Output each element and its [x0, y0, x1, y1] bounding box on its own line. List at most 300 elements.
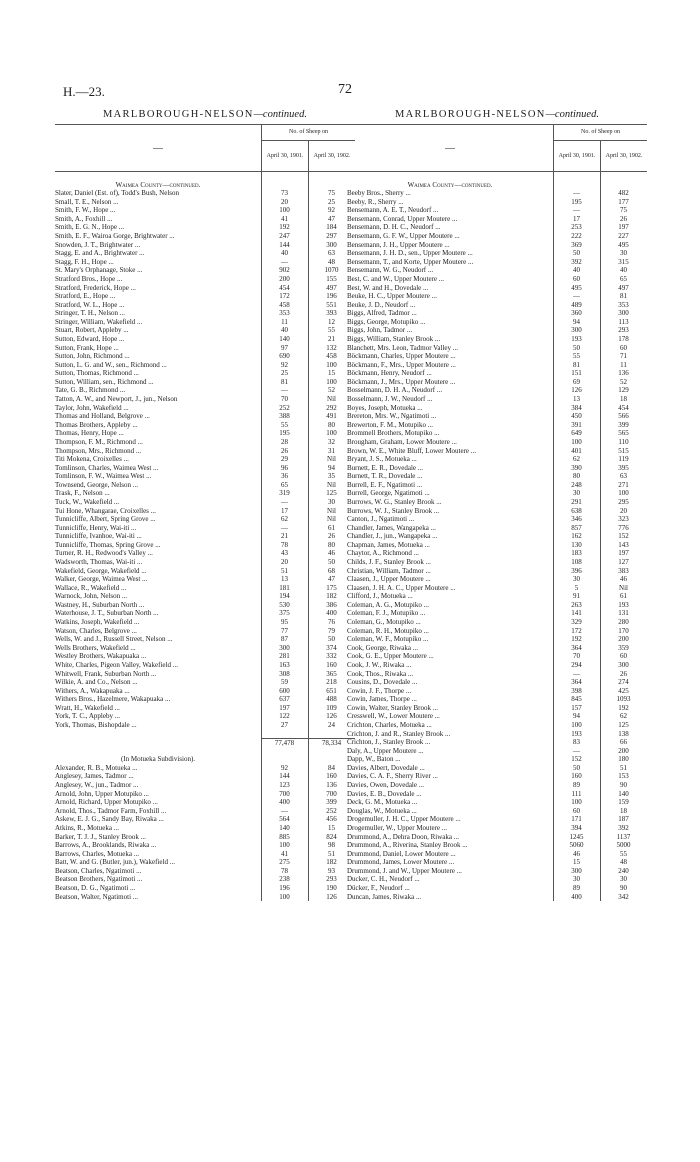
- sheep-1902: 55: [620, 849, 627, 858]
- owner-name: Walker, George, Waimea West ...: [55, 575, 148, 584]
- sheep-1901: 50: [573, 343, 580, 352]
- owner-name: Wratt, H., Wakefield ...: [55, 703, 120, 712]
- sheep-1902: 399: [618, 420, 629, 429]
- sheep-1902: 15: [328, 369, 335, 378]
- sheep-1901: 122: [279, 712, 290, 721]
- table-row: [347, 893, 647, 902]
- year-1901-header: April 30, 1901.: [262, 141, 309, 171]
- sheep-1902: 50: [328, 635, 335, 644]
- owner-name: Whitwell, Frank, Suburban North ...: [55, 669, 157, 678]
- sheep-1901: 126: [571, 386, 582, 395]
- sheep-1901: 15: [573, 858, 580, 867]
- owner-name: Brougham, Graham, Lower Moutere ...: [347, 437, 457, 446]
- owner-name: Douglas, W., Motueka ...: [347, 806, 417, 815]
- owner-name: Tunnicliffe, Henry, Wai-iti ...: [55, 523, 137, 532]
- table-header: [55, 124, 355, 172]
- sheep-1901: 69: [573, 377, 580, 386]
- sheep-1901: 195: [279, 429, 290, 438]
- sheep-1902: 93: [328, 866, 335, 875]
- sheep-1901: 40: [281, 326, 288, 335]
- sheep-1902: 131: [618, 609, 629, 618]
- table-row: [55, 575, 355, 584]
- sheep-1901: —: [281, 523, 288, 532]
- table-row: [347, 249, 647, 258]
- owner-name: Cook, George, Riwaka ...: [347, 643, 419, 652]
- sheep-1901: 25: [281, 369, 288, 378]
- table-row: [347, 661, 647, 670]
- sheep-1902: 50: [328, 558, 335, 567]
- blank-row: [55, 747, 355, 756]
- sheep-count-header: No. of Sheep on: [262, 125, 355, 141]
- table-row: [347, 455, 647, 464]
- table-row: [55, 369, 355, 378]
- sheep-1901: 92: [281, 360, 288, 369]
- sheep-1901: 81: [573, 360, 580, 369]
- sheep-1901: 13: [281, 575, 288, 584]
- sheep-1901: 28: [281, 437, 288, 446]
- owner-name: Waterhouse, J. T., Suburban North ...: [55, 609, 159, 618]
- owner-name: Biggs, William, Stanley Brook ...: [347, 334, 441, 343]
- owner-name: Smith, E. F., Wairoa Gorge, Brightwater ...: [55, 232, 175, 241]
- sheep-1902: 196: [326, 292, 337, 301]
- table-row: [347, 575, 647, 584]
- owner-name: Thompson, Mrs., Richmond ...: [55, 446, 142, 455]
- sheep-1902: 776: [618, 523, 629, 532]
- sheep-1901: 50: [573, 763, 580, 772]
- owner-name: Crichton, Charles, Motueka ...: [347, 721, 432, 729]
- row-list: [55, 172, 355, 901]
- sheep-1902: 136: [618, 369, 629, 378]
- sheep-1901: 638: [571, 506, 582, 515]
- table-row: [55, 601, 355, 610]
- table-row: [347, 335, 647, 344]
- owner-name: Wadsworth, Thomas, Wai-iti ...: [55, 558, 143, 567]
- sheep-1901: 388: [279, 412, 290, 421]
- sheep-1902: 47: [328, 214, 335, 223]
- sheep-1902: 75: [328, 189, 335, 198]
- owner-name: Bensemann, J. H. D., sen., Upper Moutere ...: [347, 249, 473, 258]
- owner-name: Waimea County—continued.: [407, 180, 493, 189]
- owner-name: Bensemann, D. H. C., Neudorf ...: [347, 223, 441, 232]
- sheep-1902: 315: [618, 257, 629, 266]
- owner-name: Alexander, R. B., Motueka ...: [55, 763, 138, 772]
- table-row: [55, 584, 355, 593]
- owner-name: Chandler, James, Wangapeka ...: [347, 523, 436, 532]
- sheep-1901: 62: [573, 455, 580, 464]
- sheep-1901: 183: [571, 549, 582, 558]
- sheep-1901: 196: [279, 883, 290, 892]
- sheep-1902: 81: [620, 292, 627, 301]
- sheep-1901: 94: [573, 712, 580, 721]
- owner-name: Tate, G. B., Richmond ...: [55, 386, 126, 395]
- sheep-1902: 332: [326, 652, 337, 661]
- owner-name: Canton, J., Ngatimoti ...: [347, 515, 415, 524]
- table-header: [347, 124, 647, 172]
- table-row: [347, 284, 647, 293]
- table-row: [55, 592, 355, 601]
- sheep-1902: 61: [328, 523, 335, 532]
- sheep-1901: 400: [571, 892, 582, 901]
- table-row: [347, 781, 647, 790]
- owner-name: Burrell, George, Ngatimoti ...: [347, 489, 430, 498]
- table-row: [347, 412, 647, 421]
- sheep-1902: 482: [618, 189, 629, 198]
- sheep-1902: 109: [326, 703, 337, 712]
- table-row: [55, 652, 355, 661]
- sheep-1902: 136: [326, 781, 337, 790]
- table-row: [347, 352, 647, 361]
- sheep-1902: 26: [620, 214, 627, 223]
- sheep-1902: 240: [618, 866, 629, 875]
- sheep-1902: 456: [326, 815, 337, 824]
- sheep-1901: 649: [571, 429, 582, 438]
- table-row: [347, 472, 647, 481]
- sheep-1902: 68: [328, 566, 335, 575]
- table-row: [347, 464, 647, 473]
- sheep-1901: 13: [573, 395, 580, 404]
- owner-name: Brommell Brothers, Motupiko ...: [347, 429, 440, 438]
- sheep-1901: 89: [573, 883, 580, 892]
- table-row: [347, 549, 647, 558]
- table-row: [347, 541, 647, 550]
- sheep-1901: 200: [279, 274, 290, 283]
- sheep-1902: 30: [620, 249, 627, 258]
- sheep-1902: 458: [326, 352, 337, 361]
- sheep-1902: 454: [618, 403, 629, 412]
- sheep-1901: 29: [281, 455, 288, 464]
- sheep-1901: 43: [281, 549, 288, 558]
- owner-name: Beatson, Walter, Ngatimoti ...: [55, 892, 139, 901]
- sheep-1901: 55: [281, 420, 288, 429]
- blank-row: [347, 172, 647, 181]
- table-row: [55, 429, 355, 438]
- sheep-1901: 294: [571, 660, 582, 669]
- sheep-1902: 159: [618, 798, 629, 807]
- sheep-1901: 94: [573, 317, 580, 326]
- owner-name: Smith, E. G. N., Hope ...: [55, 223, 125, 232]
- owner-name: Sutton, Thomas, Richmond ...: [55, 369, 139, 378]
- sheep-1901: —: [573, 746, 580, 755]
- sheep-1902: 227: [618, 232, 629, 241]
- sheep-1902: 63: [328, 249, 335, 258]
- table-row: [55, 189, 355, 198]
- owner-name: Cowin, J. F., Thorpe ...: [347, 686, 412, 695]
- table-row: [55, 558, 355, 567]
- table-row: [347, 772, 647, 781]
- sheep-1902: 342: [618, 892, 629, 901]
- sheep-1902: 51: [328, 849, 335, 858]
- owner-name: Sutton, John, Richmond ...: [55, 352, 130, 361]
- owner-name: Withers Bros., Hazelmere, Wakapuaka ...: [55, 695, 171, 704]
- sheep-1902: 178: [618, 334, 629, 343]
- owner-name: Wilkie, A. and Co., Nelson ...: [55, 678, 138, 687]
- table-row: [347, 884, 647, 893]
- owner-name: Batt, W. and G. (Butler, jun.), Wakefield ...: [55, 858, 175, 867]
- owner-name: Beeby Bros., Sherry ...: [347, 189, 411, 198]
- sheep-1902: 30: [328, 497, 335, 506]
- sheep-1901: 100: [571, 721, 582, 729]
- owner-name: Bensemann, W. G., Neudorf ...: [347, 266, 434, 275]
- owner-name: St. Mary's Orphanage, Stoke ...: [55, 266, 143, 275]
- table-row: [55, 635, 355, 644]
- sheep-1901: 81: [281, 377, 288, 386]
- sheep-1901: —: [281, 386, 288, 395]
- table-row: [55, 695, 355, 704]
- owner-name: Askew, E. J. G., Sandy Bay, Riwaka ...: [55, 815, 164, 824]
- sheep-1901: 21: [281, 532, 288, 541]
- page-number: 72: [338, 82, 352, 97]
- sheep-1902: 35: [328, 472, 335, 481]
- sheep-1901: 450: [571, 412, 582, 421]
- owner-name: Drogemuller, J. H. C., Upper Moutere ...: [347, 815, 461, 824]
- table-row: [347, 361, 647, 370]
- table-row: [347, 515, 647, 524]
- sheep-1902: 60: [620, 652, 627, 661]
- sheep-1902: 700: [326, 789, 337, 798]
- sheep-1901: 171: [571, 815, 582, 824]
- sheep-1902: 200: [618, 635, 629, 644]
- owner-name: Sutton, L. G. and W., sen., Richmond ...: [55, 360, 167, 369]
- sheep-1901: 392: [571, 257, 582, 266]
- sheep-1901: —: [281, 806, 288, 815]
- sheep-1902: 129: [618, 386, 629, 395]
- table-row: [55, 215, 355, 224]
- sheep-1901: 375: [279, 609, 290, 618]
- table-row: [55, 875, 355, 884]
- table-row: [55, 378, 355, 387]
- table-row: [347, 670, 647, 679]
- table-row: [347, 326, 647, 335]
- table-row: [347, 858, 647, 867]
- sheep-1901: 20: [281, 558, 288, 567]
- sheep-1901: 222: [571, 232, 582, 241]
- sheep-1902: 182: [326, 592, 337, 601]
- sheep-1902: 566: [618, 412, 629, 421]
- table-row: [347, 567, 647, 576]
- table-row: [55, 618, 355, 627]
- sheep-1901: 30: [573, 575, 580, 584]
- sheep-1901: —: [573, 189, 580, 198]
- table-row: [347, 695, 647, 704]
- sheep-1901: 20: [281, 197, 288, 206]
- sheep-1901: 263: [571, 600, 582, 609]
- owner-name: Barrows, Charles, Motueka ...: [55, 849, 139, 858]
- owner-name: Taylor, John, Wakefield ...: [55, 403, 129, 412]
- sheep-1902: 48: [620, 858, 627, 867]
- owner-name: Brereton, Mrs. W., Ngatimoti ...: [347, 412, 437, 421]
- sheep-1902: 297: [326, 232, 337, 241]
- owner-name: Beuke, J. D., Neudorf ...: [347, 300, 416, 309]
- sheep-1901: 195: [571, 197, 582, 206]
- sheep-1902: 100: [326, 360, 337, 369]
- sheep-1902: 365: [326, 669, 337, 678]
- owner-name: Brown, W. E., White Bluff, Lower Moutere ...: [347, 446, 477, 455]
- table-row: [55, 867, 355, 876]
- owner-name: Drummond, A., Riverina, Stanley Brook ...: [347, 841, 468, 850]
- sheep-1902: 126: [326, 712, 337, 721]
- table-row: [347, 755, 647, 764]
- owner-name: Bensemann, Conrad, Upper Moutere ...: [347, 214, 458, 223]
- sheep-1902: 374: [326, 643, 337, 652]
- sheep-1901: 162: [571, 532, 582, 541]
- owner-name: Smith, A., Foxhill ...: [55, 214, 113, 223]
- sheep-1902: 399: [326, 798, 337, 807]
- table-row: [55, 704, 355, 713]
- sheep-1901: 51: [281, 566, 288, 575]
- sheep-1901: 100: [571, 798, 582, 807]
- table-row: [347, 833, 647, 842]
- sheep-1901: 495: [571, 283, 582, 292]
- owner-name: Snowden, J. T., Brightwater ...: [55, 240, 141, 249]
- sheep-1902: 63: [620, 472, 627, 481]
- sheep-1901: 564: [279, 815, 290, 824]
- table-row: [347, 618, 647, 627]
- sheep-1902: 140: [618, 789, 629, 798]
- sheep-1901: 319: [279, 489, 290, 498]
- sheep-1902: Nil: [327, 395, 336, 404]
- sheep-1901: 247: [279, 232, 290, 241]
- sheep-1901: 163: [279, 660, 290, 669]
- table-row: [55, 464, 355, 473]
- table-row: [347, 790, 647, 799]
- sheep-1902: 190: [326, 883, 337, 892]
- table-row: [55, 284, 355, 293]
- owner-name: Daly, A., Upper Moutere ...: [347, 746, 424, 755]
- table-row: [347, 378, 647, 387]
- sheep-1901: 55: [573, 352, 580, 361]
- sheep-1901: 192: [279, 223, 290, 232]
- sheep-1901: 73: [281, 189, 288, 198]
- owner-name: Wakefield, George, Wakefield ...: [55, 566, 147, 575]
- owner-name: Davies, Owen, Dovedale ...: [347, 781, 424, 790]
- owner-name: Beatson, Charles, Ngatimoti ...: [55, 866, 142, 875]
- sheep-1901: 181: [279, 583, 290, 592]
- sheep-1901: 141: [571, 609, 582, 618]
- owner-name: Stagg, F. H., Hope ...: [55, 257, 114, 266]
- sheep-1901: 80: [573, 472, 580, 481]
- left-column: [55, 106, 355, 901]
- sheep-1901: 152: [571, 755, 582, 764]
- table-row: [55, 275, 355, 284]
- sheep-1902: 48: [328, 257, 335, 266]
- owner-name: Best, W. and H., Dovedale ...: [347, 283, 429, 292]
- table-row: [55, 361, 355, 370]
- sheep-1901: 700: [279, 789, 290, 798]
- sheep-1902: 393: [326, 309, 337, 318]
- sheep-1902: 55: [328, 326, 335, 335]
- sheep-1902: 651: [326, 686, 337, 695]
- table-row: [347, 841, 647, 850]
- table-row: [55, 798, 355, 807]
- sheep-1902: 193: [618, 600, 629, 609]
- owner-name: Thompson, F. M., Richmond ...: [55, 437, 143, 446]
- owner-name: Tunnicliffe, Ivanhoe, Wai-iti ...: [55, 532, 142, 541]
- sheep-1902: 61: [620, 592, 627, 601]
- sheep-1902: Nil: [327, 506, 336, 515]
- table-row: [347, 489, 647, 498]
- owner-name: White, Charles, Pigeon Valley, Wakefield ...: [55, 660, 178, 669]
- sheep-1902: 192: [618, 703, 629, 712]
- table-row: [55, 833, 355, 842]
- sheep-1902: 175: [326, 583, 337, 592]
- year-1902-header: April 30, 1902.: [605, 152, 643, 159]
- owner-name: Barker, T. J. J., Stanley Brook ...: [55, 832, 146, 841]
- sheep-1902: 84: [328, 763, 335, 772]
- table-row: [347, 592, 647, 601]
- sheep-1902: 52: [620, 377, 627, 386]
- sheep-1901: 123: [279, 781, 290, 790]
- owner-name: Böckmann, J., Mrs., Upper Moutere ...: [347, 377, 456, 386]
- blank-row: [55, 730, 355, 739]
- sheep-1901: —: [573, 669, 580, 678]
- sheep-1901: 192: [571, 635, 582, 644]
- owner-name: Deck, G. M., Motueka ...: [347, 798, 418, 807]
- sheep-1901: 40: [281, 249, 288, 258]
- owner-name: Stuart, Robert, Appleby ...: [55, 326, 129, 335]
- owner-name: Stringer, T. H., Nelson ...: [55, 309, 126, 318]
- column-title-suffix: —continued.: [253, 109, 307, 120]
- table-row: [55, 498, 355, 507]
- table-row: [347, 206, 647, 215]
- table-row: [347, 481, 647, 490]
- sheep-1902: 80: [328, 540, 335, 549]
- sheep-1901: 291: [571, 497, 582, 506]
- sheep-1902: 323: [618, 515, 629, 524]
- column-title: [55, 106, 355, 124]
- year-1902-header: April 30, 1902.: [313, 152, 351, 159]
- sheep-1902: 21: [328, 334, 335, 343]
- owner-name: Townsend, George, Nelson ...: [55, 480, 138, 489]
- section-heading: [55, 181, 355, 190]
- sheep-1902: 187: [618, 815, 629, 824]
- owner-name: Coleman, W. F., Motupiko ...: [347, 635, 429, 644]
- sheep-1902: 383: [618, 566, 629, 575]
- owner-name: Titi Mokena, Croixelles ...: [55, 455, 129, 464]
- sheep-1901: 144: [279, 240, 290, 249]
- table-row: [55, 258, 355, 267]
- sheep-1901: 637: [279, 695, 290, 704]
- sheep-1902: 32: [328, 437, 335, 446]
- owner-name: Biggs, Alfred, Tadmor ...: [347, 309, 417, 318]
- sheep-1901: 100: [279, 892, 290, 901]
- table-row: [347, 584, 647, 593]
- table-row: [347, 438, 647, 447]
- sheep-1902: 300: [326, 240, 337, 249]
- owner-name: Claasen, J., Upper Moutere ...: [347, 575, 431, 584]
- table-row: [55, 815, 355, 824]
- owner-name: Stringer, William, Wakefield ...: [55, 317, 143, 326]
- owner-name: Chaytor, A., Richmond ...: [347, 549, 419, 558]
- owner-name: Arnold, Richard, Upper Motupiko ...: [55, 798, 158, 807]
- table-row: [347, 601, 647, 610]
- owner-name: Christian, William, Tadmor ...: [347, 566, 431, 575]
- total-row: [55, 738, 355, 747]
- owner-name: Claasen, J. H. A. C., Upper Moutere ...: [347, 583, 456, 592]
- sheep-1901: 398: [571, 686, 582, 695]
- owner-name: Arnold, John, Upper Motupiko ...: [55, 789, 149, 798]
- table-row: [55, 772, 355, 781]
- sheep-1901: 253: [571, 223, 582, 232]
- sheep-1902: 60: [620, 343, 627, 352]
- owner-name: Drummond, J. and W., Upper Moutere ...: [347, 866, 462, 875]
- table-row: [55, 721, 355, 730]
- table-row: [55, 609, 355, 618]
- table-row: [55, 850, 355, 859]
- sheep-1902: 497: [326, 283, 337, 292]
- table-row: [347, 678, 647, 687]
- table-row: [55, 549, 355, 558]
- sheep-1902: 113: [618, 317, 629, 326]
